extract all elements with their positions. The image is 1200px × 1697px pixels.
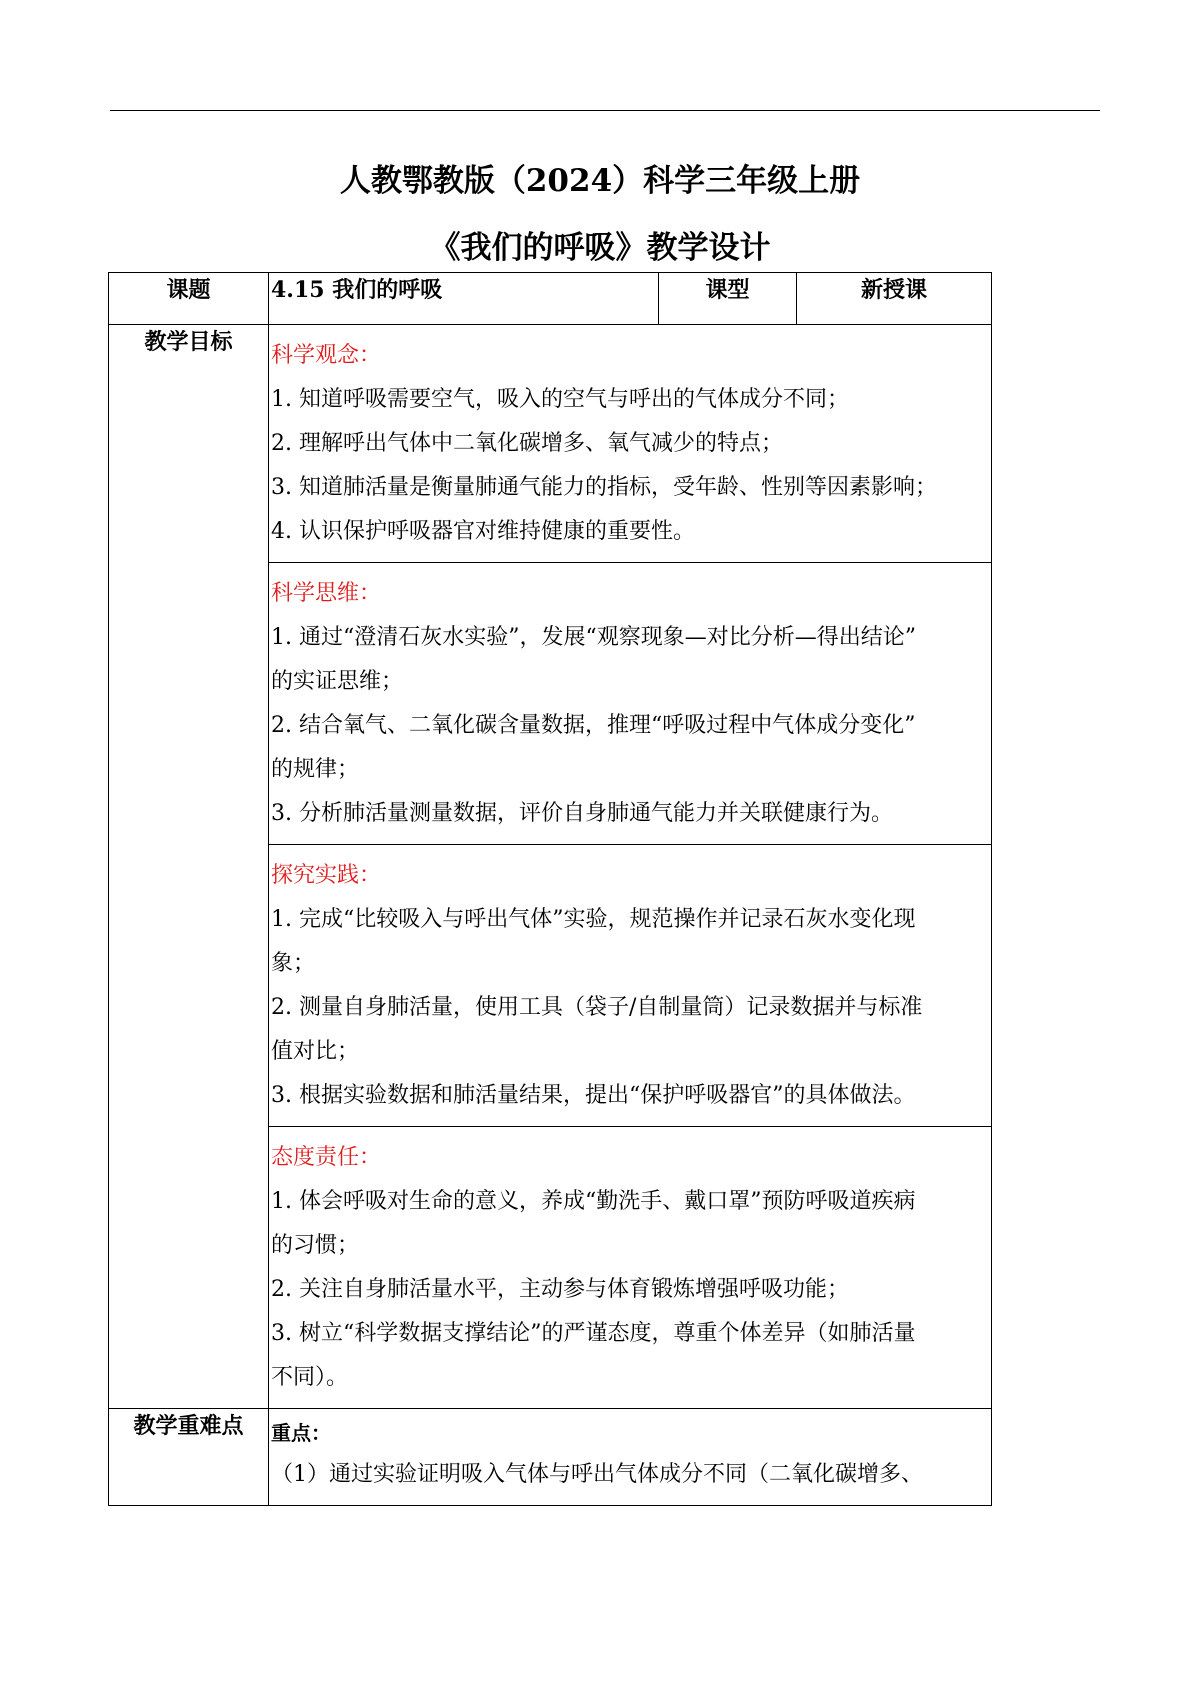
table-header-row: [109, 273, 992, 325]
objective-section-practice: [269, 845, 992, 1127]
key-points-label: 教学重难点: [109, 1409, 269, 1506]
key-points-content: [269, 1409, 992, 1506]
topic-value: 4.15 我们的呼吸: [269, 273, 659, 325]
list-item: 2. 结合氧气、二氧化碳含量数据，推理“呼吸过程中气体成分变化”: [271, 713, 916, 738]
list-item: 的习惯；: [271, 1233, 360, 1258]
type-value: 新授课: [797, 273, 992, 325]
list-item: 3. 根据实验数据和肺活量结果，提出“保护呼吸器官”的具体做法。: [271, 1083, 916, 1108]
list-item: 2. 理解呼出气体中二氧化碳增多、氧气减少的特点；: [271, 431, 783, 456]
list-item: 1. 知道呼吸需要空气，吸入的空气与呼出的气体成分不同；: [271, 387, 849, 412]
objective-section-concept: [269, 325, 992, 563]
list-item: 的规律；: [271, 757, 360, 782]
list-item: 3. 树立“科学数据支撑结论”的严谨态度，尊重个体差异（如肺活量: [271, 1321, 916, 1346]
section-heading: 态度责任：: [271, 1145, 382, 1170]
list-item: 2. 测量自身肺活量，使用工具（袋子/自制量筒）记录数据并与标准: [271, 995, 923, 1020]
list-item: 不同）。: [271, 1365, 349, 1390]
list-item: 4. 认识保护呼吸器官对维持健康的重要性。: [271, 519, 695, 544]
key-points-heading: 重点：: [271, 1421, 331, 1445]
type-label: 课型: [659, 273, 797, 325]
document-title: 人教鄂教版（2024）科学三年级上册: [339, 163, 861, 199]
list-item: 2. 关注自身肺活量水平，主动参与体育锻炼增强呼吸功能；: [271, 1277, 849, 1302]
list-item: 3. 知道肺活量是衡量肺通气能力的指标，受年龄、性别等因素影响；: [271, 475, 937, 500]
list-item: 的实证思维；: [271, 669, 404, 694]
list-item: 3. 分析肺活量测量数据，评价自身肺通气能力并关联健康行为。: [271, 801, 893, 826]
list-item: 象；: [271, 951, 316, 976]
key-points-row: [109, 1409, 992, 1506]
objective-section-attitude: [269, 1127, 992, 1409]
list-item: （1）通过实验证明吸入气体与呼出气体成分不同（二氧化碳增多、: [271, 1462, 923, 1487]
section-heading: 探究实践：: [271, 863, 382, 888]
objective-section-thinking: [269, 563, 992, 845]
list-item: 1. 完成“比较吸入与呼出气体”实验，规范操作并记录石灰水变化现: [271, 907, 916, 932]
section-heading: 科学观念：: [271, 343, 382, 368]
list-item: 1. 通过“澄清石灰水实验”，发展“观察现象—对比分析—得出结论”: [271, 625, 916, 650]
document-subtitle: 《我们的呼吸》教学设计: [429, 230, 771, 266]
objectives-label: 教学目标: [109, 325, 269, 1409]
topic-label: 课题: [109, 273, 269, 325]
section-heading: 科学思维：: [271, 581, 382, 606]
lesson-plan-table: [108, 272, 992, 1506]
list-item: 值对比；: [271, 1039, 360, 1064]
header-rule: [110, 110, 1100, 111]
objective-row-concept: [109, 325, 992, 563]
list-item: 1. 体会呼吸对生命的意义，养成“勤洗手、戴口罩”预防呼吸道疾病: [271, 1189, 916, 1214]
